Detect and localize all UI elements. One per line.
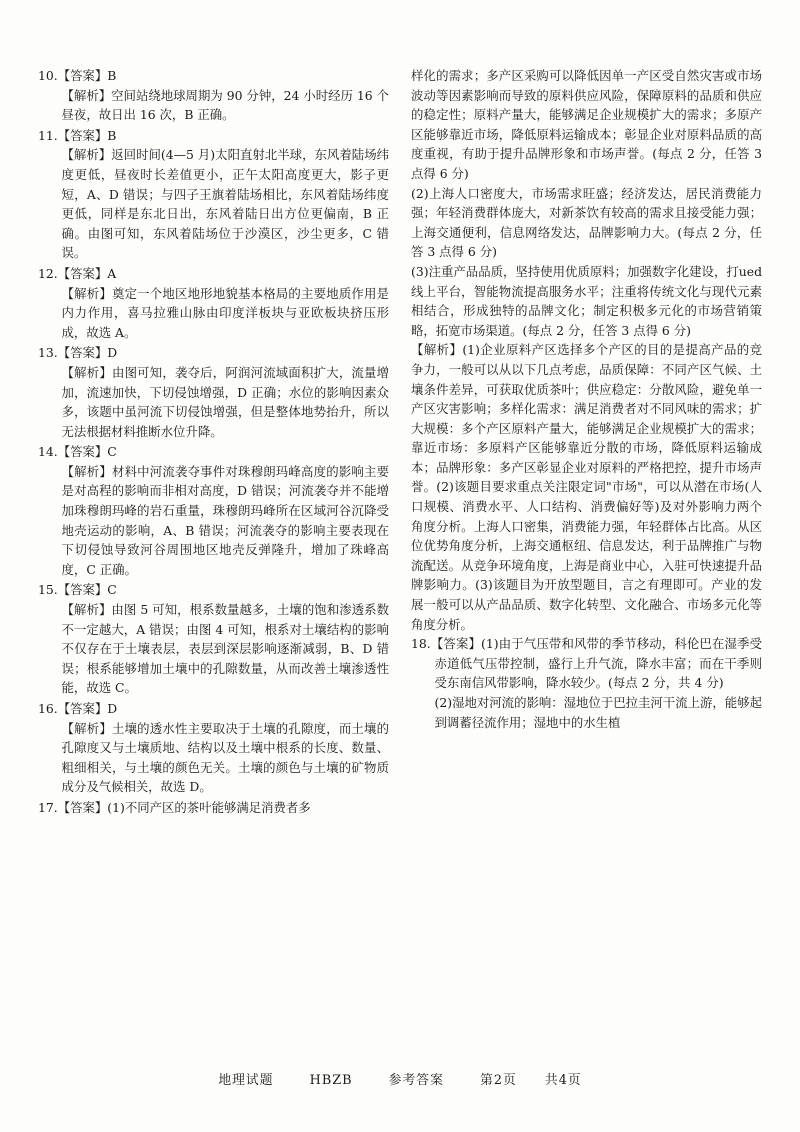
answer-line-14 — [38, 442, 389, 462]
answer-label-14: 【答案】 — [57, 444, 108, 460]
answer-label-17: 【答案】 — [57, 799, 108, 815]
item-number-14: 14. — [38, 444, 58, 460]
answer-value-12: A — [107, 265, 117, 281]
answer-text-17: (1)不同产区的茶叶能够满足消费者多 — [107, 799, 311, 815]
analysis-text-13: 由图可知，袭夺后，阿润河流域面积扩大，流量增加，流速加快，下切侵蚀增强，D 正确；水位的影响因素众多，该题中虽河流下切侵蚀增强，但是整体地势抬升，所以无法根据材料推断水位升降。 — [61, 364, 390, 439]
footer-total-pages: 共4页 — [544, 1073, 582, 1088]
answer-line-11 — [38, 126, 389, 146]
answer-label-11: 【答案】 — [57, 127, 108, 143]
footer-page-number: 第2页 — [480, 1073, 517, 1088]
analysis-text-10: 空间站绕地球周期为 90 分钟，24 小时经历 16 个昼夜，故日出 16 次，B 正确。 — [61, 87, 389, 123]
answer-17-part2: (2)上海人口密度大，市场需求旺盛；经济发达，居民消费能力强；年轻消费群体庞大，对新茶饮有较高的需求且接受能力强；上海交通便利，信息网络发达，品牌影响力大。(每点 2 分，任答 3 点得 6 分) — [411, 185, 762, 260]
answer-value-14: C — [107, 444, 117, 460]
answer-line-18 — [411, 634, 762, 693]
item-number-12: 12. — [38, 265, 58, 281]
analysis-block-12 — [38, 284, 389, 343]
item-number-16: 16. — [38, 701, 58, 716]
analysis-label-10: 【解析】 — [61, 87, 112, 103]
analysis-block-15 — [38, 600, 389, 698]
answer-line-13 — [38, 343, 389, 363]
footer-section: 参考答案 — [388, 1073, 444, 1088]
analysis-text-14: 材料中河流袭夺事件对珠穆朗玛峰高度的影响主要是对高程的影响而非相对高度，D 错误；河流袭夺并不能增加珠穆朗玛峰的岩石重量，珠穆朗玛峰所在区域河谷沉降受地壳运动的影响，A、B 错误；河流袭夺的影响主要表现在下切侵蚀导致河谷周围地区地壳反弹隆升，增加了珠峰高度，C 正确。 — [61, 463, 390, 577]
analysis-block-13 — [38, 363, 389, 441]
analysis-text-17: (1)企业原料产区选择多个产区的目的是提高产品的竞争力，一般可以从以下几点考虑，品质保障：不同产区气候、土壤条件差异，可获取优质茶叶；供应稳定：分散风险，避免单一产区灾害影响；多样化需求：满足消费者对不同风味的需求；扩大规模：多个产区原料产量大，能够满足企业规模扩大的需求；靠近市场：多原料产区能够靠近分散的市场，降低原料运输成本；品牌形象：多产区彰显企业对原料的严格把控，提升市场声誉。(2)该题目要求重点关注限定词"市场"，可以从潜在市场(人口规模、消费水平、人口结构、消费偏好等)及对外影响力两个角度分析。上海人口密集，消费能力强，年轻群体占比高。从区位优势角度分析，上海交通枢纽、信息发达，利于品牌推广与物流配送。从竞争环境角度，上海是商业中心，入驻可快速提升品牌影响力。(3)该题目为开放型题目，言之有理即可。产业的发展一般可以从产品品质、数字化转型、文化融合、市场多元化等角度分析。 — [411, 342, 763, 632]
footer-code: HBZB — [309, 1073, 353, 1088]
answer-label-18: 【答案】 — [430, 636, 482, 652]
answer-item-10 — [38, 66, 389, 125]
answer-item-14 — [38, 442, 389, 579]
item-number-10: 10. — [38, 68, 58, 83]
analysis-block-16 — [38, 719, 389, 797]
analysis-label-13: 【解析】 — [61, 364, 112, 380]
item-number-11: 11. — [38, 127, 58, 143]
answer-item-15 — [38, 580, 389, 698]
answer-value-16: D — [107, 701, 118, 716]
analysis-label-12: 【解析】 — [61, 285, 112, 301]
item-number-18: 18. — [411, 636, 431, 652]
analysis-text-15: 由图 5 可知，根系数量越多，土壤的饱和渗透系数不一定越大，A 错误；由图 4 可知，根系对土壤结构的影响不仅存在于土壤表层，表层到深层影响逐渐减弱，B、D 错误；根系能够增加土壤中的孔隙数量，从而改善土壤渗透性能，故选 C。 — [61, 602, 389, 696]
answer-label-10: 【答案】 — [57, 68, 108, 83]
answer-18-part1: (1)由于气压带和风带的季节移动，科伦巴在湿季受赤道低气压带控制，盛行上升气流，降水丰富；而在干季则受东南信风带影响，降水较少。(每点 2 分，共 4 分) — [434, 636, 762, 691]
right-column — [411, 66, 762, 1056]
left-column — [38, 66, 389, 1056]
analysis-block-14 — [38, 462, 389, 580]
analysis-label-14: 【解析】 — [61, 463, 112, 479]
answer-value-11: B — [107, 127, 117, 143]
answer-17-part3: (3)注重产品品质，坚持使用优质原料；加强数字化建设，打ued线上平台，智能物流提高服务水平；注重将传统文化与现代元素相结合，形成独特的品牌文化；制定积极多元化的市场营销策略，拓宽市场渠道。(每点 2 分，任答 3 点得 6 分) — [411, 263, 762, 338]
answer-label-15: 【答案】 — [57, 582, 108, 598]
analysis-label-17: 【解析】 — [411, 342, 463, 358]
analysis-label-11: 【解析】 — [61, 147, 112, 163]
analysis-text-16: 土壤的透水性主要取决于土壤的孔隙度，而土壤的孔隙度又与土壤质地、结构以及土壤中根系的长度、数量、粗细相关，与土壤的颜色无关。土壤的颜色与土壤的矿物质成分及气候相关，故选 D。 — [61, 720, 390, 795]
item-number-15: 15. — [38, 582, 58, 598]
answer-item-11 — [38, 126, 389, 263]
footer-subject: 地理试题 — [218, 1073, 274, 1088]
analysis-label-15: 【解析】 — [61, 602, 112, 618]
analysis-block-10 — [38, 86, 389, 125]
analysis-label-16: 【解析】 — [61, 720, 112, 736]
analysis-block-17 — [411, 340, 762, 634]
answer-item-18 — [411, 634, 762, 732]
answer-line-17 — [38, 798, 389, 818]
answer-label-16: 【答案】 — [57, 701, 108, 716]
answer-value-13: D — [107, 345, 118, 361]
answer-value-15: C — [107, 582, 117, 598]
analysis-text-11: 返回时间(4—5 月)太阳直射北半球，东风着陆场纬度更低，昼夜时长差值更小，正午太阳高度更大，影子更短，A、D 错误；与四子王旗着陆场相比，东风着陆场纬度更低，同样是东北日出，东风着陆日出方位更偏南，B 正确。由图可知，东风着陆场位于沙漠区，沙尘更多，C 错误。 — [61, 147, 390, 261]
answer-value-10: B — [107, 68, 117, 83]
answer-line-12 — [38, 264, 389, 284]
item-number-13: 13. — [38, 345, 58, 361]
answer-line-10 — [38, 66, 389, 86]
answer-label-13: 【答案】 — [57, 345, 108, 361]
two-column-body — [38, 66, 762, 1056]
page-footer — [0, 1069, 800, 1088]
analysis-text-12: 奠定一个地区地形地貌基本格局的主要地质作用是内力作用，喜马拉雅山脉由印度洋板块与亚欧板块挤压形成，故选 A。 — [61, 285, 390, 340]
answer-line-16 — [38, 699, 389, 719]
continued-paragraph-17: 样化的需求；多产区采购可以降低因单一产区受自然灾害或市场波动等因素影响而导致的原料供应风险，保障原料的品质和供应的稳定性；原料产量大，能够满足企业规模扩大的需求；多原产区能够靠近市场，降低原料运输成本；彰显企业对原料品质的高度重视，有助于提升品牌形象和市场声誉。(每点 2 分，任答 3 点得 6 分) — [411, 68, 762, 181]
answer-item-17 — [38, 798, 389, 818]
answer-line-15 — [38, 580, 389, 600]
item-number-17: 17. — [38, 799, 58, 815]
answer-item-13 — [38, 343, 389, 441]
answer-item-16 — [38, 699, 389, 797]
analysis-block-11 — [38, 145, 389, 263]
answer-18-part2: (2)湿地对河流的影响：湿地位于巴拉圭河干流上游，能够起到调蓄径流作用；湿地中的水生植 — [434, 695, 762, 730]
answer-label-12: 【答案】 — [57, 265, 108, 281]
answer-item-12 — [38, 264, 389, 342]
